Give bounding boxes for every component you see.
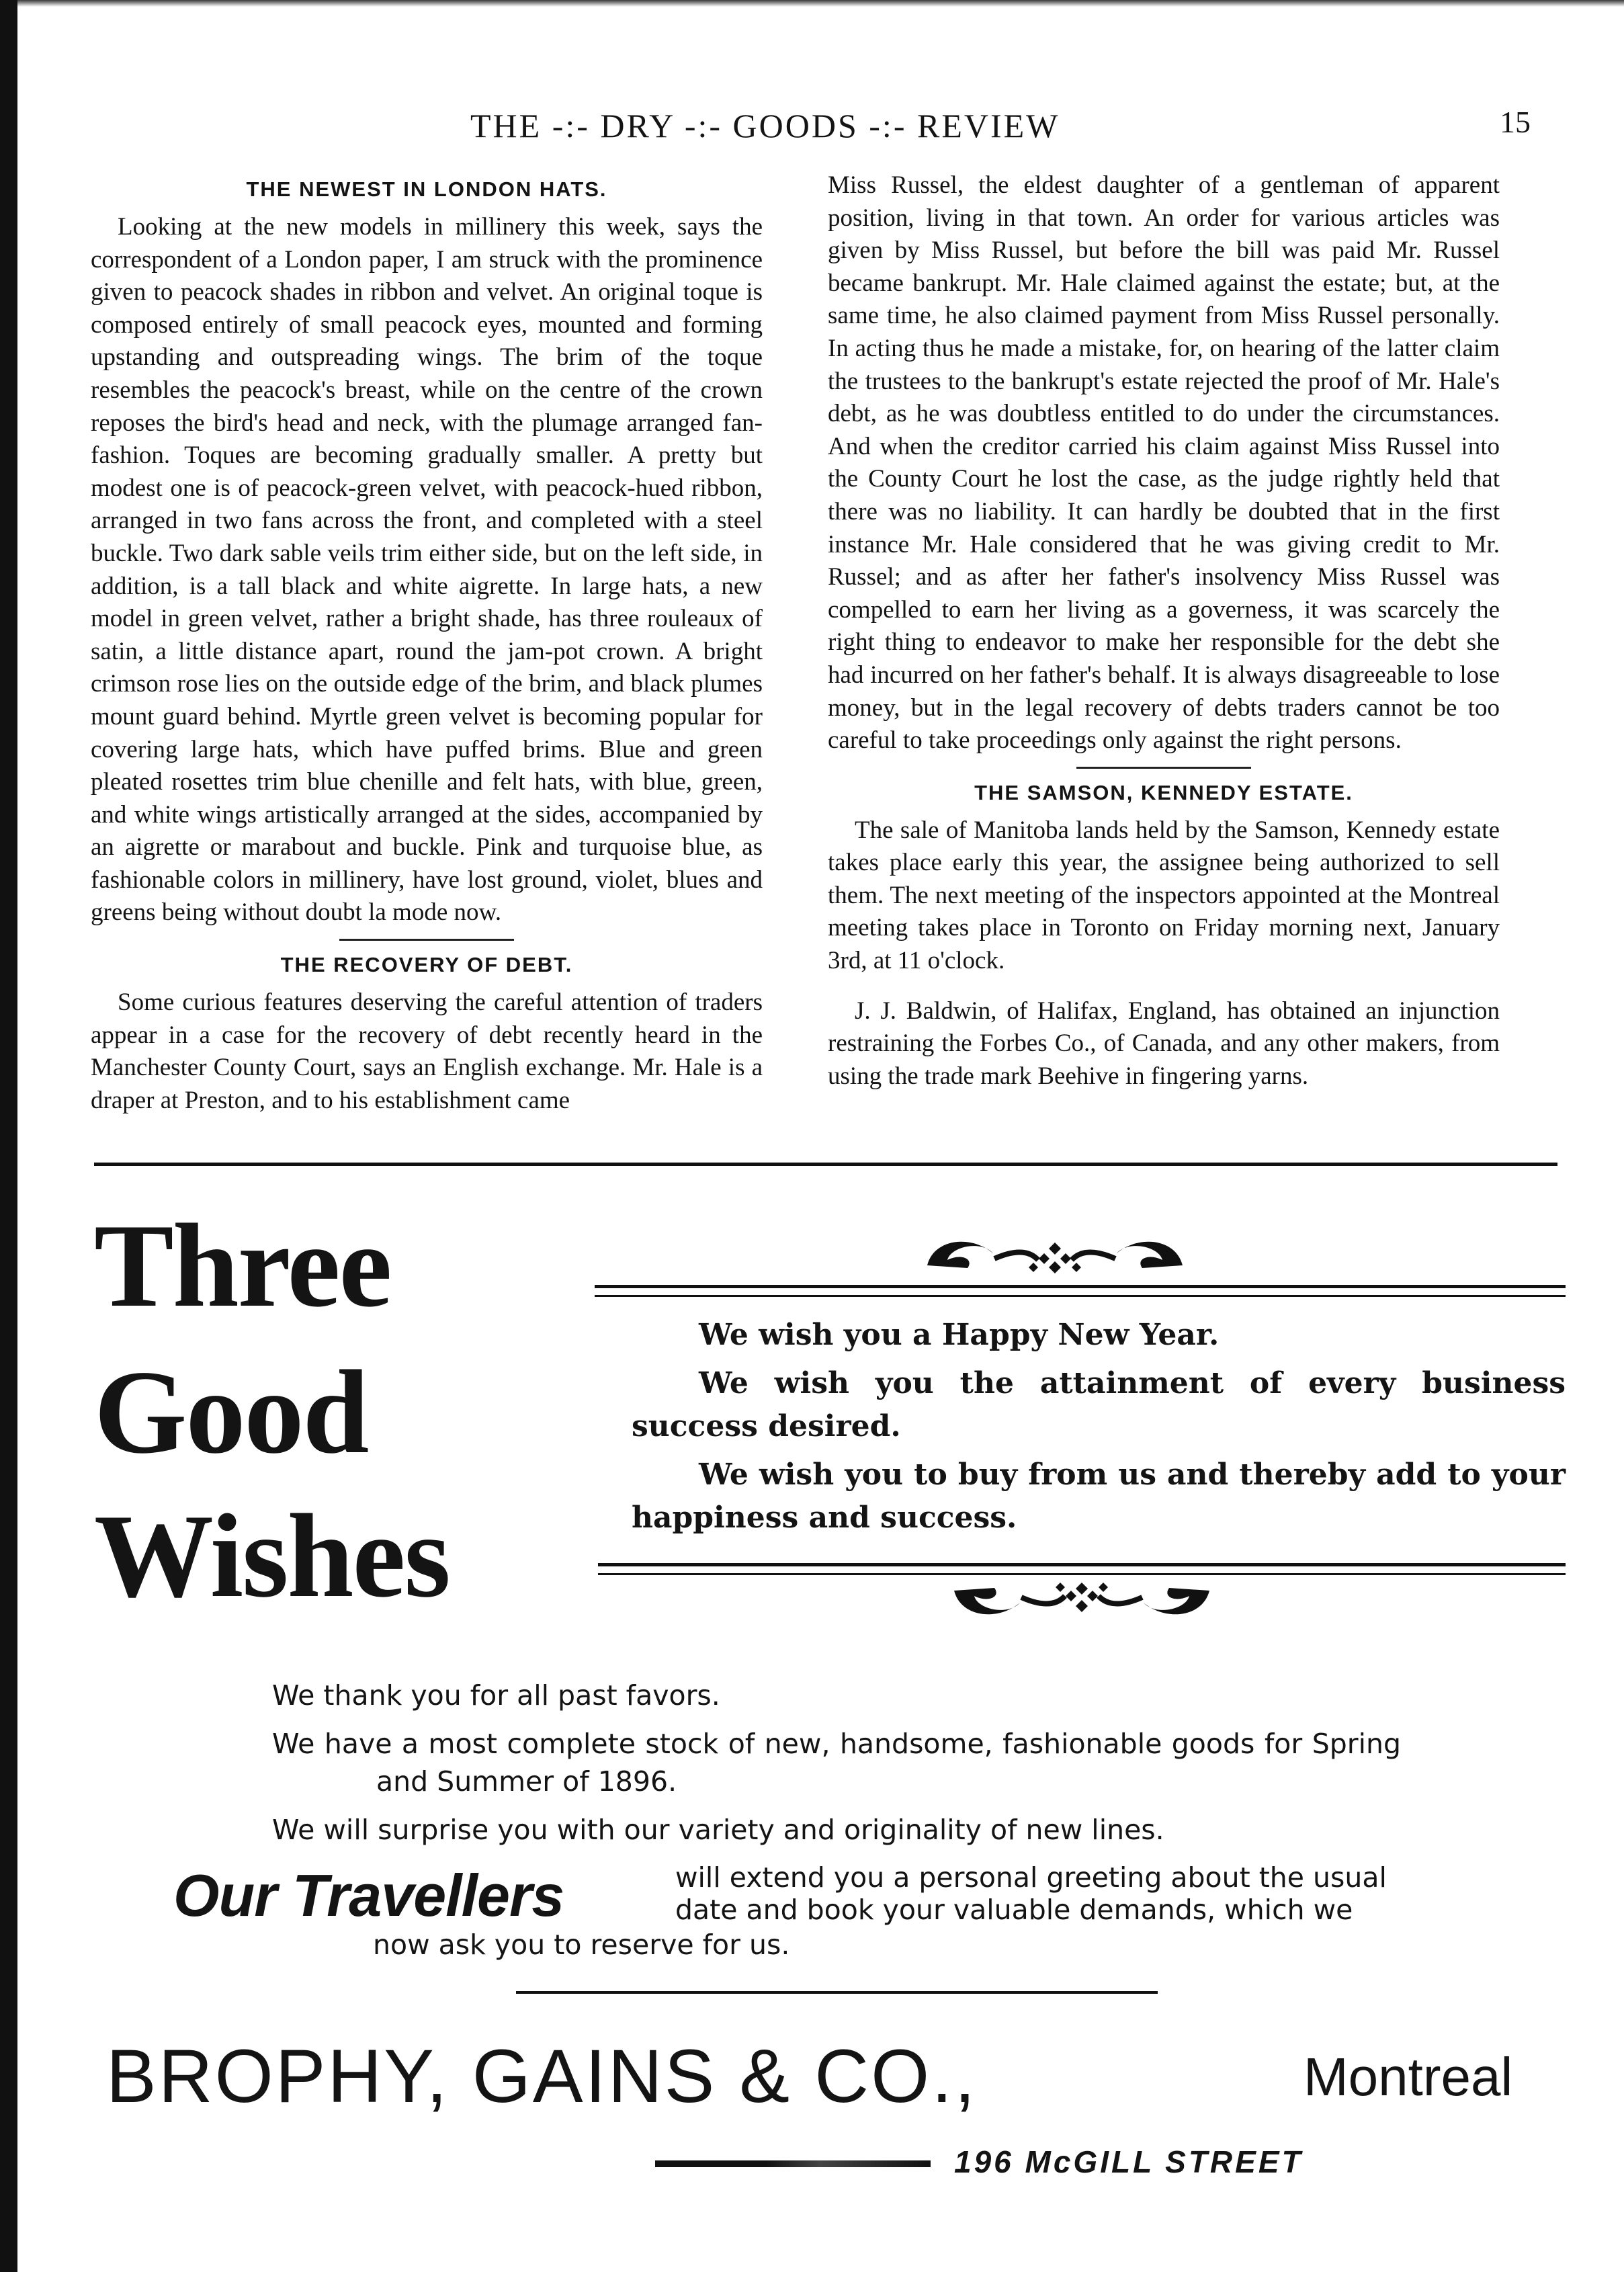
- heading-samson-kennedy: THE SAMSON, KENNEDY ESTATE.: [974, 780, 1353, 804]
- spacer: [828, 978, 1500, 995]
- heading-recovery-of-debt: THE RECOVERY OF DEBT.: [280, 953, 573, 977]
- headline-good: Good: [94, 1345, 368, 1478]
- left-column: [91, 173, 763, 1117]
- page-number: 15: [1500, 105, 1531, 139]
- firm-street: 196 McGILL STREET: [954, 2144, 1304, 2179]
- article-recovery-of-debt-start: Some curious features deserving the careful attention of traders appear in a case for the recovery of debt recently heard in the Manchester County Court, says an English exchange. Mr. Hale is a draper at Preston, and to his establishment came: [91, 988, 763, 1114]
- firm-rule: [516, 1991, 1158, 1994]
- firm-city: Montreal: [1304, 2047, 1513, 2107]
- thanks-line: We will surprise you with our variety and originality of new lines.: [272, 1814, 1164, 1846]
- ornament-bottom-icon: [947, 1576, 1216, 1630]
- article-divider: [339, 939, 514, 941]
- thanks-block: [272, 1677, 1401, 1859]
- running-header: THE -:- DRY -:- GOODS -:- REVIEW: [470, 107, 1060, 144]
- wish-item: We wish you a Happy New Year.: [699, 1318, 1220, 1352]
- ad-double-rule-top: [595, 1285, 1566, 1297]
- thanks-line: We have a most complete stock of new, handsome, fashionable goods for Spring and Summer of 1896.: [272, 1728, 1401, 1798]
- ornament-top-icon: [921, 1226, 1189, 1280]
- section-rule: [94, 1163, 1557, 1166]
- travellers-title: Our Travellers: [173, 1862, 564, 1929]
- article-baldwin: J. J. Baldwin, of Halifax, England, has obtained an injunction restraining the Forbes Co., of Canada, and any other makers, from using the trade mark Beehive in fingering yarns.: [828, 997, 1500, 1090]
- heading-london-hats: THE NEWEST IN LONDON HATS.: [246, 177, 607, 201]
- article-samson-kennedy: The sale of Manitoba lands held by the Samson, Kennedy estate takes place early this year, the assignee being authorized to sell them. The next meeting of the inspectors appointed at the Montreal meeting takes place in Toronto on Friday morning next, January 3rd, at 11 o'clock.: [828, 816, 1500, 975]
- wish-item: We wish you the attainment of every business success desired.: [632, 1366, 1566, 1443]
- travellers-text: will extend you a personal greeting about the usual date and book your valuable demands, which we: [675, 1861, 1387, 1926]
- article-divider: [1076, 767, 1251, 769]
- thanks-line: We thank you for all past favors.: [272, 1679, 720, 1712]
- article-recovery-of-debt-cont: Miss Russel, the eldest daughter of a gentleman of apparent position, living in that town. An order for various articles was given by Miss Russel, but before the bill was paid Mr. Russel became bankrupt. Mr. Hale claimed against the estate; but, at the same time, he also claimed payment from Miss Russel personally. In acting thus he made a mistake, for, on hearing of the latter claim the trustees to the bankrupt's estate rejected the proof of Mr. Hale's debt, as he was doubtless entitled to do under the circumstances. And when the creditor carried his claim against Miss Russel into the County Court he lost the case, as the judge rightly held that there was no liability. It can hardly be doubted that in the first instance Mr. Hale considered that he was giving credit to Mr. Russel; and as after her father's insolvency Miss Russel was compelled to earn her living as a governess, it was scarcely the right thing to endeavor to make her responsible for the debt she had incurred on her father's behalf. It is always disagreeable to lose money, but in the legal recovery of debts traders cannot be too careful to take proceedings only against the right persons.: [828, 171, 1500, 755]
- street-underline: [655, 2160, 931, 2167]
- wishes-list: [632, 1314, 1566, 1545]
- right-column: [828, 169, 1500, 1093]
- article-london-hats: Looking at the new models in millinery this week, says the correspondent of a London paper, I am struck with the prominence given to peacock shades in ribbon and velvet. An original toque is composed entirely of small peacock eyes, mounted and forming upstanding and outspreading wings. The brim of the toque resembles the peacock's breast, while on the centre of the crown reposes the bird's head and neck, with the plumage arranged fan-fashion. Toques are becoming gradually smaller. A pretty but modest one is of peacock-green velvet, with peacock-hued ribbon, arranged in two fans across the front, and completed with a steel buckle. Two dark sable veils trim either side, but on the left side, in addition, is a tall black and white aigrette. In large hats, a new model in green velvet, rather a bright shade, has three rouleaux of satin, a little distance apart, round the jam-pot crown. A bright crimson rose lies on the outside edge of the brim, and black plumes mount guard behind. Myrtle green velvet is becoming popular for covering large hats, which have puffed brims. Blue and green pleated rosettes trim blue chenille and felt hats, with blue, green, and white wings artistically arranged at the sides, accompanied by an aigrette or marabout and buckle. Pink and turquoise blue, as fashionable colors in millinery, have lost ground, violet, blues and greens being without doubt la mode now.: [91, 213, 763, 927]
- travellers-text-cont: now ask you to reserve for us.: [373, 1929, 790, 1961]
- scan-edge-top: [17, 0, 1624, 7]
- wish-item: We wish you to buy from us and thereby add to your happiness and success.: [632, 1458, 1566, 1535]
- headline-wishes: Wishes: [94, 1489, 450, 1622]
- scan-edge-left: [0, 0, 17, 2272]
- firm-name: BROPHY, GAINS & CO.,: [106, 2034, 978, 2118]
- headline-three: Three: [94, 1199, 391, 1332]
- ad-double-rule-bottom: [598, 1563, 1566, 1575]
